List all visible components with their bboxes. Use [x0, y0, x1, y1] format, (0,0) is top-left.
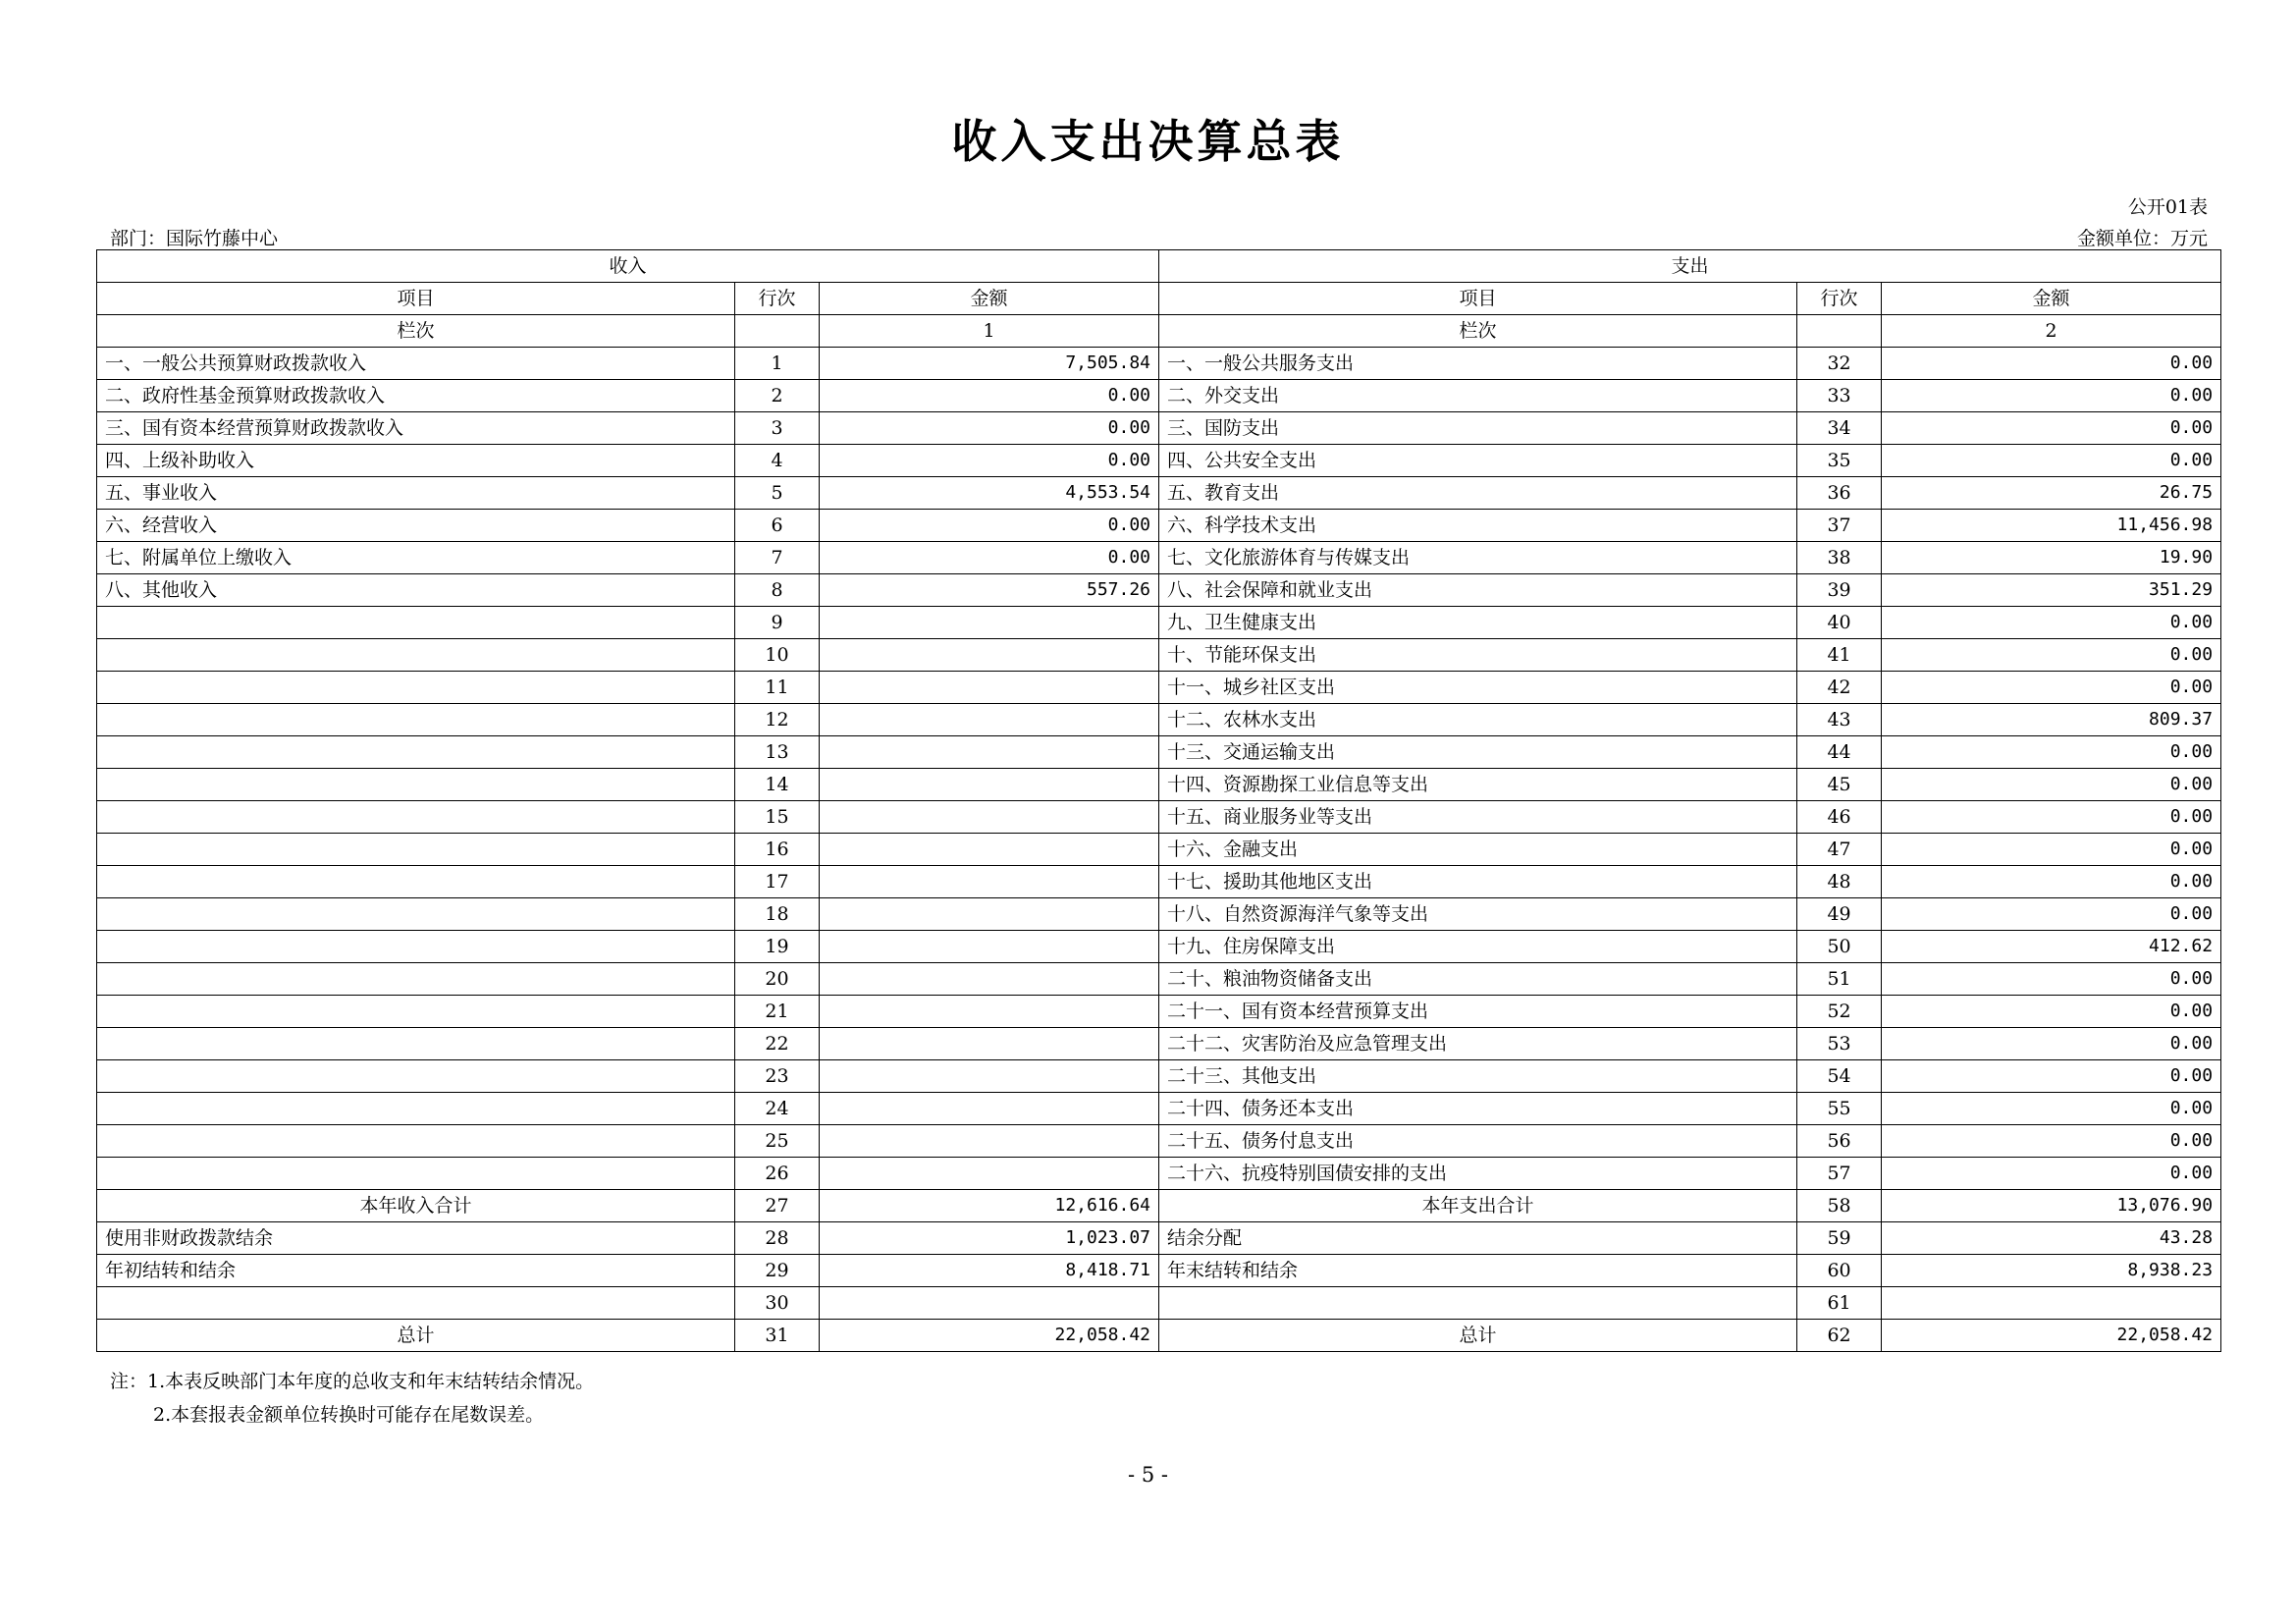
income-row-no-cell: 22	[735, 1028, 820, 1060]
income-amount-cell: 1,023.07	[820, 1222, 1159, 1255]
expense-amount-cell: 0.00	[1882, 1028, 2221, 1060]
income-amount-cell	[820, 1028, 1159, 1060]
expense-item-cell: 年末结转和结余	[1159, 1255, 1797, 1287]
expense-item-cell: 五、教育支出	[1159, 477, 1797, 510]
income-item-cell: 八、其他收入	[97, 574, 735, 607]
expense-amount-cell: 19.90	[1882, 542, 2221, 574]
income-item-cell	[97, 1287, 735, 1320]
expense-item-cell: 十七、援助其他地区支出	[1159, 866, 1797, 898]
expense-row-no-cell: 60	[1797, 1255, 1882, 1287]
expense-item-cell: 十九、住房保障支出	[1159, 931, 1797, 963]
income-row-no-cell: 7	[735, 542, 820, 574]
expense-row-no-cell: 35	[1797, 445, 1882, 477]
table-row	[97, 834, 2221, 866]
income-row-no-cell: 25	[735, 1125, 820, 1158]
income-item-header: 项目	[97, 283, 735, 315]
expense-item-cell: 十、节能环保支出	[1159, 639, 1797, 672]
expense-row-no-cell: 57	[1797, 1158, 1882, 1190]
table-row	[97, 1060, 2221, 1093]
income-item-cell	[97, 801, 735, 834]
table-row	[97, 1320, 2221, 1352]
notes	[110, 1365, 594, 1432]
income-amount-cell: 0.00	[820, 412, 1159, 445]
income-row-no-cell: 15	[735, 801, 820, 834]
income-item-cell	[97, 931, 735, 963]
income-amount-cell	[820, 769, 1159, 801]
income-amount-cell	[820, 898, 1159, 931]
expense-row-no-cell: 56	[1797, 1125, 1882, 1158]
expense-amount-cell: 0.00	[1882, 736, 2221, 769]
income-item-cell	[97, 672, 735, 704]
income-row-no-cell: 13	[735, 736, 820, 769]
column-header-row	[97, 283, 2221, 315]
income-lanci-empty	[735, 315, 820, 348]
income-row-no-cell: 19	[735, 931, 820, 963]
table-row	[97, 672, 2221, 704]
expense-item-cell: 二十二、灾害防治及应急管理支出	[1159, 1028, 1797, 1060]
income-amount-cell: 0.00	[820, 380, 1159, 412]
income-row-no-cell: 5	[735, 477, 820, 510]
expense-amount-cell: 0.00	[1882, 801, 2221, 834]
table-row	[97, 380, 2221, 412]
income-lanci-label: 栏次	[97, 315, 735, 348]
expense-item-cell: 四、公共安全支出	[1159, 445, 1797, 477]
income-row-no-cell: 31	[735, 1320, 820, 1352]
income-amount-cell: 0.00	[820, 445, 1159, 477]
expense-row-no-cell: 58	[1797, 1190, 1882, 1222]
income-item-cell: 六、经营收入	[97, 510, 735, 542]
expense-row-no-cell: 54	[1797, 1060, 1882, 1093]
income-amount-cell	[820, 1158, 1159, 1190]
income-amount-cell: 8,418.71	[820, 1255, 1159, 1287]
expense-amount-cell: 0.00	[1882, 348, 2221, 380]
income-row-no-cell: 28	[735, 1222, 820, 1255]
income-amount-header: 金额	[820, 283, 1159, 315]
income-amount-cell	[820, 801, 1159, 834]
expense-amount-cell: 0.00	[1882, 672, 2221, 704]
income-row-no-cell: 29	[735, 1255, 820, 1287]
expense-amount-cell: 26.75	[1882, 477, 2221, 510]
expense-item-cell: 总计	[1159, 1320, 1797, 1352]
expense-row-no-cell: 42	[1797, 672, 1882, 704]
table-row	[97, 607, 2221, 639]
table-row	[97, 445, 2221, 477]
income-item-cell	[97, 1028, 735, 1060]
expense-item-cell: 十三、交通运输支出	[1159, 736, 1797, 769]
income-item-cell	[97, 996, 735, 1028]
expense-row-no-cell: 36	[1797, 477, 1882, 510]
income-amount-cell	[820, 1125, 1159, 1158]
income-item-cell: 年初结转和结余	[97, 1255, 735, 1287]
expense-amount-header: 金额	[1882, 283, 2221, 315]
income-item-cell: 使用非财政拨款结余	[97, 1222, 735, 1255]
table-body	[97, 348, 2221, 1352]
expense-item-cell: 结余分配	[1159, 1222, 1797, 1255]
income-row-no-cell: 26	[735, 1158, 820, 1190]
expense-row-no-cell: 41	[1797, 639, 1882, 672]
income-amount-cell	[820, 607, 1159, 639]
expense-amount-cell: 43.28	[1882, 1222, 2221, 1255]
form-number: 公开01表	[2127, 196, 2208, 218]
income-item-cell	[97, 834, 735, 866]
expense-item-cell: 二十五、债务付息支出	[1159, 1125, 1797, 1158]
note-1: 注：1.本表反映部门本年度的总收支和年末结转结余情况。	[110, 1371, 595, 1392]
expense-item-cell: 本年支出合计	[1159, 1190, 1797, 1222]
income-item-cell: 二、政府性基金预算财政拨款收入	[97, 380, 735, 412]
expense-row-no-cell: 34	[1797, 412, 1882, 445]
expense-row-no-cell: 32	[1797, 348, 1882, 380]
table-header-row	[97, 250, 2221, 283]
expense-amount-cell: 0.00	[1882, 445, 2221, 477]
expense-item-cell	[1159, 1287, 1797, 1320]
expense-amount-cell: 0.00	[1882, 1060, 2221, 1093]
table-row	[97, 412, 2221, 445]
income-row-no-cell: 8	[735, 574, 820, 607]
expense-amount-cell: 0.00	[1882, 1093, 2221, 1125]
income-row-no-cell: 2	[735, 380, 820, 412]
income-amount-cell	[820, 736, 1159, 769]
expense-amount-cell: 809.37	[1882, 704, 2221, 736]
expense-amount-cell: 0.00	[1882, 866, 2221, 898]
table-row	[97, 1125, 2221, 1158]
income-amount-cell: 7,505.84	[820, 348, 1159, 380]
income-item-cell	[97, 1158, 735, 1190]
note-2: 2.本套报表金额单位转换时可能存在尾数误差。	[153, 1404, 545, 1426]
expense-row-no-cell: 55	[1797, 1093, 1882, 1125]
expense-amount-cell: 412.62	[1882, 931, 2221, 963]
expense-amount-cell: 0.00	[1882, 963, 2221, 996]
income-row-no-cell: 30	[735, 1287, 820, 1320]
income-row-no-cell: 1	[735, 348, 820, 380]
income-row-no-cell: 23	[735, 1060, 820, 1093]
expense-item-cell: 二十一、国有资本经营预算支出	[1159, 996, 1797, 1028]
income-row-no-cell: 27	[735, 1190, 820, 1222]
expense-amount-cell: 8,938.23	[1882, 1255, 2221, 1287]
income-amount-cell	[820, 1060, 1159, 1093]
income-item-cell	[97, 769, 735, 801]
income-amount-cell	[820, 866, 1159, 898]
income-row-no-cell: 16	[735, 834, 820, 866]
income-amount-cell: 22,058.42	[820, 1320, 1159, 1352]
expense-amount-cell: 0.00	[1882, 769, 2221, 801]
expense-row-no-cell: 47	[1797, 834, 1882, 866]
income-amount-cell: 0.00	[820, 542, 1159, 574]
income-expense-table	[96, 249, 2221, 1352]
income-amount-cell	[820, 963, 1159, 996]
income-row-no-cell: 10	[735, 639, 820, 672]
income-item-cell	[97, 1125, 735, 1158]
income-row-no-header: 行次	[735, 283, 820, 315]
table-row	[97, 866, 2221, 898]
table-row	[97, 931, 2221, 963]
expense-amount-cell: 0.00	[1882, 607, 2221, 639]
expense-row-no-cell: 48	[1797, 866, 1882, 898]
expense-amount-cell: 0.00	[1882, 996, 2221, 1028]
expense-item-cell: 十一、城乡社区支出	[1159, 672, 1797, 704]
expense-item-cell: 七、文化旅游体育与传媒支出	[1159, 542, 1797, 574]
income-item-cell	[97, 963, 735, 996]
expense-row-no-cell: 62	[1797, 1320, 1882, 1352]
expense-row-no-cell: 40	[1797, 607, 1882, 639]
income-amount-cell	[820, 1093, 1159, 1125]
expense-amount-cell: 0.00	[1882, 898, 2221, 931]
income-amount-cell: 0.00	[820, 510, 1159, 542]
expense-row-no-cell: 53	[1797, 1028, 1882, 1060]
expense-row-no-cell: 45	[1797, 769, 1882, 801]
expense-row-no-header: 行次	[1797, 283, 1882, 315]
expense-item-cell: 二十四、债务还本支出	[1159, 1093, 1797, 1125]
expense-lanci-empty	[1797, 315, 1882, 348]
income-row-no-cell: 4	[735, 445, 820, 477]
income-amount-cell	[820, 704, 1159, 736]
income-amount-cell	[820, 834, 1159, 866]
expense-column-index: 2	[1882, 315, 2221, 348]
income-row-no-cell: 20	[735, 963, 820, 996]
income-row-no-cell: 12	[735, 704, 820, 736]
expense-row-no-cell: 39	[1797, 574, 1882, 607]
expense-amount-cell: 0.00	[1882, 639, 2221, 672]
income-item-cell	[97, 639, 735, 672]
expense-amount-cell: 351.29	[1882, 574, 2221, 607]
table-row	[97, 769, 2221, 801]
expense-row-no-cell: 37	[1797, 510, 1882, 542]
expense-lanci-label: 栏次	[1159, 315, 1797, 348]
expense-item-header: 项目	[1159, 283, 1797, 315]
income-amount-cell	[820, 639, 1159, 672]
table-row	[97, 477, 2221, 510]
department-label: 部门：国际竹藤中心	[110, 228, 279, 249]
income-amount-cell: 4,553.54	[820, 477, 1159, 510]
income-item-cell: 一、一般公共预算财政拨款收入	[97, 348, 735, 380]
unit-label: 金额单位：万元	[2076, 228, 2208, 249]
income-row-no-cell: 3	[735, 412, 820, 445]
income-row-no-cell: 11	[735, 672, 820, 704]
expense-item-cell: 十四、资源勘探工业信息等支出	[1159, 769, 1797, 801]
expense-item-cell: 九、卫生健康支出	[1159, 607, 1797, 639]
table-row	[97, 898, 2221, 931]
column-index-row	[97, 315, 2221, 348]
table-row	[97, 963, 2221, 996]
income-row-no-cell: 21	[735, 996, 820, 1028]
expense-item-cell: 二十、粮油物资储备支出	[1159, 963, 1797, 996]
expense-amount-cell: 11,456.98	[1882, 510, 2221, 542]
table-row	[97, 1222, 2221, 1255]
expense-row-no-cell: 49	[1797, 898, 1882, 931]
expense-row-no-cell: 51	[1797, 963, 1882, 996]
page-number: - 5 -	[1128, 1463, 1168, 1487]
expense-row-no-cell: 33	[1797, 380, 1882, 412]
expense-amount-cell: 0.00	[1882, 1125, 2221, 1158]
expense-amount-cell: 0.00	[1882, 412, 2221, 445]
table-row	[97, 1190, 2221, 1222]
expense-item-cell: 十五、商业服务业等支出	[1159, 801, 1797, 834]
expense-row-no-cell: 50	[1797, 931, 1882, 963]
income-amount-cell	[820, 1287, 1159, 1320]
expense-row-no-cell: 43	[1797, 704, 1882, 736]
page-title: 收入支出决算总表	[951, 115, 1345, 168]
table-row	[97, 1093, 2221, 1125]
table-row	[97, 1028, 2221, 1060]
income-amount-cell	[820, 672, 1159, 704]
income-item-cell: 本年收入合计	[97, 1190, 735, 1222]
table-row	[97, 1255, 2221, 1287]
expense-row-no-cell: 44	[1797, 736, 1882, 769]
income-column-index: 1	[820, 315, 1159, 348]
expense-amount-cell: 0.00	[1882, 1158, 2221, 1190]
table-row	[97, 348, 2221, 380]
income-item-cell: 五、事业收入	[97, 477, 735, 510]
income-item-cell	[97, 866, 735, 898]
income-item-cell: 四、上级补助收入	[97, 445, 735, 477]
expense-row-no-cell: 38	[1797, 542, 1882, 574]
table-row	[97, 996, 2221, 1028]
expense-item-cell: 三、国防支出	[1159, 412, 1797, 445]
income-row-no-cell: 14	[735, 769, 820, 801]
table-row	[97, 639, 2221, 672]
income-item-cell: 七、附属单位上缴收入	[97, 542, 735, 574]
table-row	[97, 801, 2221, 834]
income-item-cell: 总计	[97, 1320, 735, 1352]
expense-item-cell: 二、外交支出	[1159, 380, 1797, 412]
income-item-cell	[97, 1093, 735, 1125]
expense-item-cell: 一、一般公共服务支出	[1159, 348, 1797, 380]
expense-item-cell: 十二、农林水支出	[1159, 704, 1797, 736]
income-row-no-cell: 9	[735, 607, 820, 639]
table-row	[97, 704, 2221, 736]
income-row-no-cell: 17	[735, 866, 820, 898]
income-amount-cell: 12,616.64	[820, 1190, 1159, 1222]
income-row-no-cell: 6	[735, 510, 820, 542]
income-amount-cell: 557.26	[820, 574, 1159, 607]
expense-row-no-cell: 46	[1797, 801, 1882, 834]
expense-row-no-cell: 52	[1797, 996, 1882, 1028]
table-row	[97, 1158, 2221, 1190]
income-amount-cell	[820, 996, 1159, 1028]
expense-amount-cell: 22,058.42	[1882, 1320, 2221, 1352]
income-item-cell	[97, 1060, 735, 1093]
expense-item-cell: 十八、自然资源海洋气象等支出	[1159, 898, 1797, 931]
expense-item-cell: 六、科学技术支出	[1159, 510, 1797, 542]
expense-row-no-cell: 61	[1797, 1287, 1882, 1320]
expense-row-no-cell: 59	[1797, 1222, 1882, 1255]
income-header: 收入	[97, 250, 1159, 283]
expense-amount-cell: 13,076.90	[1882, 1190, 2221, 1222]
table-row	[97, 736, 2221, 769]
income-item-cell: 三、国有资本经营预算财政拨款收入	[97, 412, 735, 445]
income-item-cell	[97, 736, 735, 769]
expense-item-cell: 二十六、抗疫特别国债安排的支出	[1159, 1158, 1797, 1190]
table-row	[97, 510, 2221, 542]
expense-item-cell: 二十三、其他支出	[1159, 1060, 1797, 1093]
table-row	[97, 542, 2221, 574]
income-row-no-cell: 24	[735, 1093, 820, 1125]
income-item-cell	[97, 704, 735, 736]
income-item-cell	[97, 607, 735, 639]
expense-amount-cell	[1882, 1287, 2221, 1320]
income-item-cell	[97, 898, 735, 931]
expense-header: 支出	[1159, 250, 2221, 283]
income-row-no-cell: 18	[735, 898, 820, 931]
table-row	[97, 1287, 2221, 1320]
expense-amount-cell: 0.00	[1882, 834, 2221, 866]
expense-amount-cell: 0.00	[1882, 380, 2221, 412]
expense-item-cell: 十六、金融支出	[1159, 834, 1797, 866]
table-row	[97, 574, 2221, 607]
income-amount-cell	[820, 931, 1159, 963]
expense-item-cell: 八、社会保障和就业支出	[1159, 574, 1797, 607]
